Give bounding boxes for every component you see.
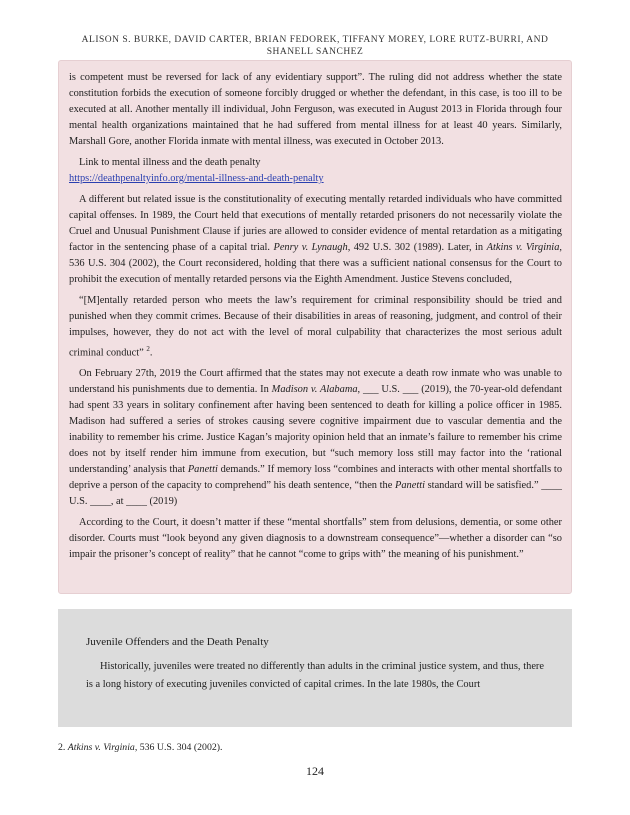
paragraph-court-reasoning: According to the Court, it doesn’t matter if these “mental shortfalls” stem from delusions, dementia, or some other disorder. Courts must “look beyond any given diagnosis to a downstream consequence”—whether a disorder can “so impair the prisoner’s concept of reality” that he cannot “come to grips with” the meaning of his punishment.” bbox=[69, 517, 562, 561]
text-run: , 536 U.S. 304 (2002), the Court reconsidered, holding that there was a sufficient national consensus for the Court to prohibit the execution of mentally retarded persons via the Eighth Amendment. Justice Stevens concluded, bbox=[69, 242, 562, 285]
footnote-marker[interactable]: 2 bbox=[146, 345, 150, 353]
case-name: Panetti bbox=[187, 464, 218, 476]
mental-illness-textbox bbox=[58, 60, 572, 594]
section-body: Historically, juveniles were treated no differently than adults in the criminal justice system, and thus, there is a long history of executing juveniles convicted of capital crimes. In the late 1980s, the Court bbox=[86, 661, 544, 690]
text-run: , 492 U.S. 302 (1989). Later, in bbox=[347, 242, 487, 253]
text-run: , ___ U.S. ___ (2019), the 70-year-old defendant had spent 33 years in solitary confinement after having been sentenced to death for killing a police officer in 1985. Madison had suffered a series of strokes causing severe cognitive impairment due to vascular dementia and the inability to remember his crime. Justice Kagan’s majority opinion held that an inmate’s failure to remember his crime does not by itself render him immune from execution, but “such memory loss still may factor into the ‘rational understanding’ analysis that bbox=[69, 384, 562, 476]
paragraph-ferguson-gore: is competent must be reversed for lack of any evidentiary support”. The ruling did not address whether the state constitution forbids the execution of someone forcibly drugged or whether the defendant, in this case, is too ill to be executed at all. Another mentally ill individual, John Ferguson, was executed in August 2013 in Florida through four mental health organizations maintained that he had suffered from mental illness for at least 40 years. Similarly, Marshall Gore, another Florida inmate with mental illness, was executed in October 2013. bbox=[69, 72, 562, 147]
page-number: 124 bbox=[306, 764, 324, 778]
footnote-number: 2. bbox=[58, 742, 68, 753]
running-header: ALISON S. BURKE, DAVID CARTER, BRIAN FEDOREK, TIFFANY MOREY, LORE RUTZ-BURRI, AND SHANELL SANCHEZ bbox=[81, 35, 549, 57]
juvenile-offenders-textbox bbox=[58, 609, 572, 727]
footnote bbox=[58, 742, 222, 753]
stevens-quote bbox=[69, 293, 562, 361]
case-name: Penry v. Lynaugh bbox=[273, 242, 348, 253]
text-run: demands.” If memory loss “combines and interacts with other mental shortfalls to deprive a person of the capacity to comprehend” his death sentence, “then the bbox=[69, 464, 563, 492]
text-run: A different but related issue is the constitutionality of executing mentally retarded individuals who have committed capital offenses. In 1989, the Court held that executions of mentally retarded prisoners do not necessarily violate the Cruel and Unusual Punishment Clause if juries are allowed to consider evidence of mental retardation as a mitigating factor in the sentencing phase of a capital trial. bbox=[69, 194, 562, 253]
quote-end: . bbox=[149, 347, 153, 359]
section-heading: Juvenile Offenders and the Death Penalty bbox=[86, 636, 269, 648]
text-run: standard will be satisfied.” ____ U.S. ____, at ____ (2019) bbox=[69, 480, 562, 508]
death-penalty-info-link[interactable]: https://deathpenaltyinfo.org/mental-illness-and-death-penalty bbox=[69, 173, 324, 184]
paragraph-madison bbox=[69, 366, 562, 510]
case-name: Atkins v. Virginia bbox=[67, 742, 135, 753]
paragraph-atkins bbox=[69, 192, 562, 288]
case-name: Panetti bbox=[394, 480, 425, 492]
quote-text: “[M]entally retarded person who meets the law’s requirement for criminal responsibility should be tried and punished when they commit crimes. Because of their disabilities in areas of reasoning, judgment, and control of their impulses, however, they do not act with the level of moral culpability that characterizes the most serious adult criminal conduct” bbox=[69, 295, 562, 359]
link-paragraph bbox=[69, 171, 562, 187]
footnote-citation: , 536 U.S. 304 (2002). bbox=[134, 742, 223, 753]
text-run: On February 27th, 2019 the Court affirmed that the states may not execute a death row inmate who was unable to understand his punishments due to dementia. In bbox=[69, 368, 562, 396]
link-label: Link to mental illness and the death penalty bbox=[79, 157, 261, 168]
case-name: Madison v. Alabama bbox=[271, 384, 358, 396]
case-name: Atkins v. Virginia bbox=[486, 242, 560, 253]
